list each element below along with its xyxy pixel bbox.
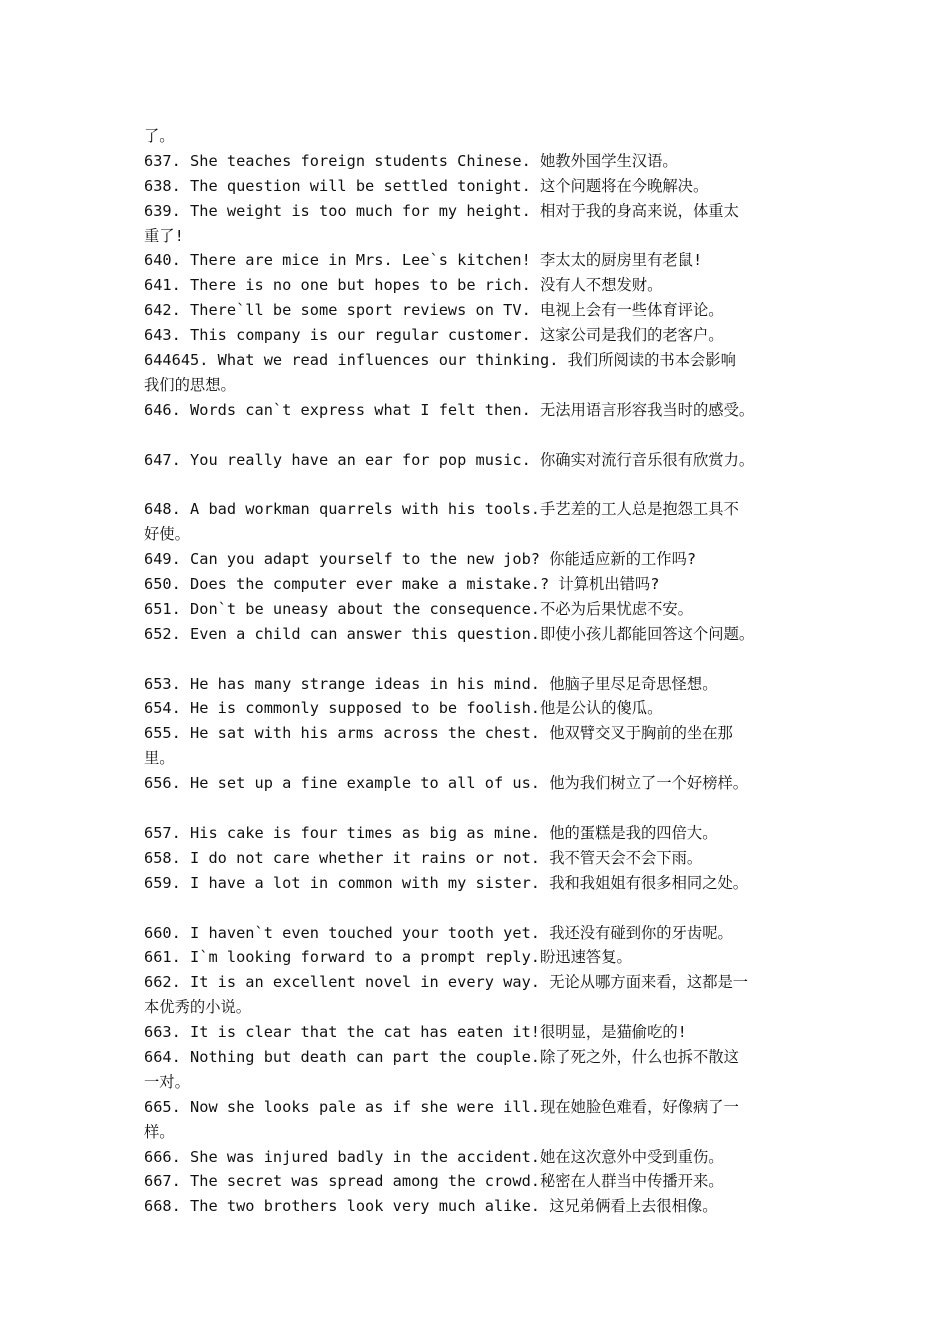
text-line: 666. She was injured badly in the accident.她在这次意外中受到重伤。 (144, 1147, 724, 1166)
text-line: 我们的思想。 (144, 375, 236, 394)
text-line: 646. Words can`t express what I felt then. 无法用语言形容我当时的感受。 (144, 400, 755, 419)
text-line: 648. A bad workman quarrels with his tools.手艺差的工人总是抱怨工具不 (144, 500, 739, 519)
blank-line (144, 647, 824, 672)
text-line: 657. His cake is four times as big as mine. 他的蛋糕是我的四倍大。 (144, 823, 718, 842)
text-line: 655. He sat with his arms across the chest. 他双臂交叉于胸前的坐在那 (144, 724, 733, 743)
text-line: 644645. What we read influences our thinking. 我们所阅读的书本会影响 (144, 351, 736, 370)
blank-line (144, 423, 824, 448)
text-line: 656. He set up a fine example to all of us. 他为我们树立了一个好榜样。 (144, 774, 749, 793)
text-line: 667. The secret was spread among the crowd.秘密在人群当中传播开来。 (144, 1172, 724, 1191)
blank-line (144, 472, 824, 497)
text-line: 637. She teaches foreign students Chinese. 她教外国学生汉语。 (144, 151, 678, 170)
text-line: 640. There are mice in Mrs. Lee`s kitchen! 李太太的厨房里有老鼠! (144, 251, 703, 270)
text-line: 663. It is clear that the cat has eaten it!很明显，是猫偷吃的! (144, 1023, 687, 1042)
text-line: 668. The two brothers look very much alike. 这兄弟俩看上去很相像。 (144, 1197, 718, 1216)
text-line: 639. The weight is too much for my height. 相对于我的身高来说，体重太 (144, 201, 739, 220)
text-line: 654. He is commonly supposed to be foolish.他是公认的傻瓜。 (144, 699, 663, 718)
text-line: 642. There`ll be some sport reviews on TV. 电视上会有一些体育评论。 (144, 301, 724, 320)
text-line: 一对。 (144, 1072, 190, 1091)
text-line: 664. Nothing but death can part the couple.除了死之外，什么也拆不散这 (144, 1047, 739, 1066)
document-page (144, 124, 824, 1219)
text-line: 643. This company is our regular customer. 这家公司是我们的老客户。 (144, 326, 724, 345)
text-line: 638. The question will be settled tonight. 这个问题将在今晚解决。 (144, 176, 709, 195)
text-line: 641. There is no one but hopes to be rich. 没有人不想发财。 (144, 276, 663, 295)
text-line: 651. Don`t be uneasy about the consequence.不必为后果忧虑不安。 (144, 599, 693, 618)
text-line: 好使。 (144, 525, 190, 544)
text-line: 659. I have a lot in common with my sister. 我和我姐姐有很多相同之处。 (144, 873, 749, 892)
text-line: 653. He has many strange ideas in his mind. 他脑子里尽足奇思怪想。 (144, 674, 718, 693)
text-line: 649. Can you adapt yourself to the new job? 你能适应新的工作吗? (144, 550, 697, 569)
text-line: 660. I haven`t even touched your tooth yet. 我还没有碰到你的牙齿呢。 (144, 923, 733, 942)
text-line: 665. Now she looks pale as if she were ill.现在她脸色难看，好像病了一 (144, 1097, 739, 1116)
text-line: 658. I do not care whether it rains or not. 我不管天会不会下雨。 (144, 848, 703, 867)
text-line: 647. You really have an ear for pop music. 你确实对流行音乐很有欣赏力。 (144, 450, 755, 469)
text-line: 本优秀的小说。 (144, 998, 252, 1017)
text-line: 662. It is an excellent novel in every way. 无论从哪方面来看，这都是一 (144, 973, 749, 992)
text-line: 650. Does the computer ever make a mistake.? 计算机出错吗? (144, 575, 660, 594)
text-line: 了。 (144, 127, 175, 145)
blank-line (144, 896, 824, 921)
text-line: 652. Even a child can answer this question.即使小孩儿都能回答这个问题。 (144, 624, 755, 643)
text-line: 样。 (144, 1122, 175, 1141)
text-line: 661. I`m looking forward to a prompt reply.盼迅速答复。 (144, 948, 632, 967)
text-line: 里。 (144, 749, 175, 768)
blank-line (144, 796, 824, 821)
text-line: 重了! (144, 226, 184, 245)
